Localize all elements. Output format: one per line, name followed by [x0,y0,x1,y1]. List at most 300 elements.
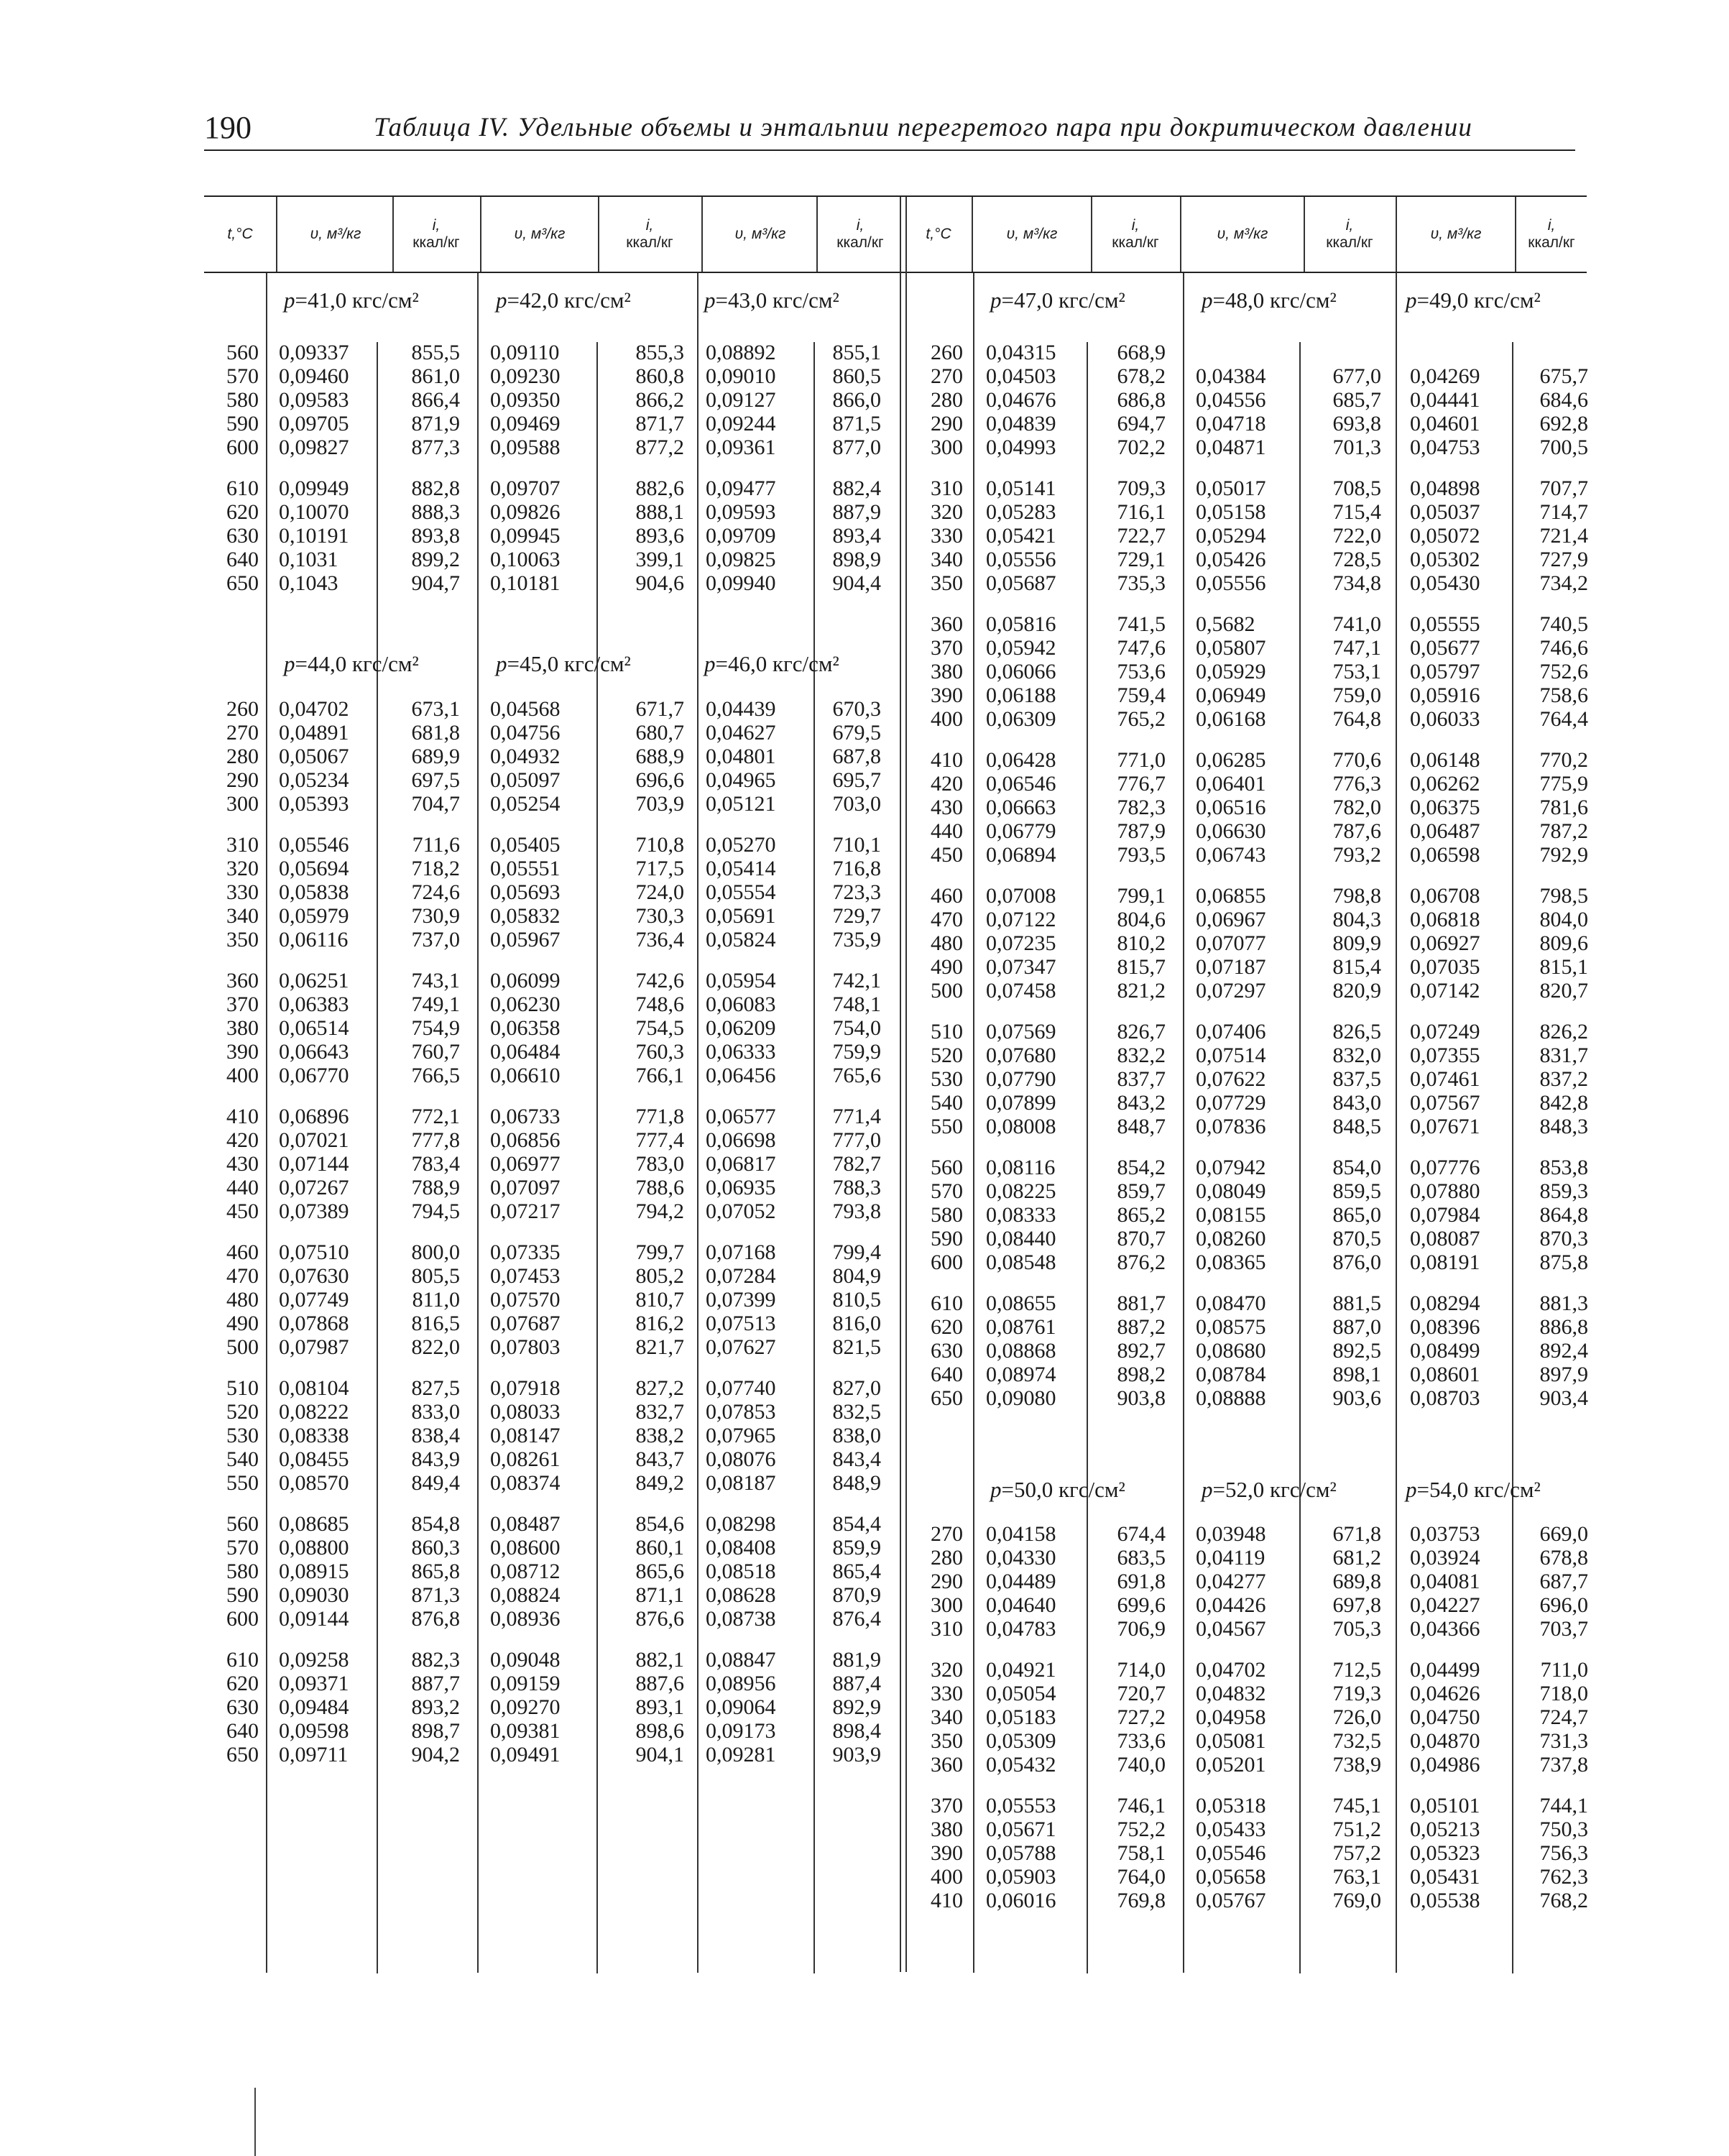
volume-cell: 0,05687 [986,571,1056,595]
temperature-cell: 430 [226,1152,259,1176]
volume-cell: 0,05538 [1410,1889,1480,1912]
temperature-cell: 430 [931,796,963,819]
volume-cell: 0,05270 [706,833,776,857]
header-i-4: i, ккал/кг [1112,217,1159,251]
volume-cell: 0,07168 [706,1240,776,1264]
enthalpy-cell: 855,1 [832,341,881,364]
volume-cell: 0,07008 [986,884,1056,908]
enthalpy-cell: 746,1 [1117,1794,1166,1818]
enthalpy-cell: 881,5 [1332,1291,1381,1315]
table-row [0,1841,1729,1865]
temperature-cell: 650 [226,1743,259,1766]
volume-cell: 0,04702 [279,697,349,721]
volume-cell: 0,06083 [706,992,776,1016]
volume-cell: 0,08601 [1410,1363,1480,1386]
temperature-cell: 420 [931,772,963,796]
temperature-cell: 270 [226,721,259,745]
enthalpy-cell: 772,1 [411,1105,460,1128]
table-row [0,1424,1729,1447]
volume-cell: 0,04891 [279,721,349,745]
enthalpy-cell: 809,9 [1332,931,1381,955]
enthalpy-cell: 679,5 [832,721,881,745]
enthalpy-cell: 792,9 [1539,843,1588,867]
volume-cell: 0,07389 [279,1199,349,1223]
volume-cell: 0,04870 [1410,1729,1480,1753]
volume-cell: 0,05431 [1410,1865,1480,1889]
enthalpy-cell: 877,2 [635,436,684,459]
enthalpy-cell: 787,2 [1539,819,1588,843]
enthalpy-cell: 833,0 [411,1400,460,1424]
temperature-cell: 400 [931,1865,963,1889]
volume-cell: 0,06779 [986,819,1056,843]
table-row [0,476,1729,500]
volume-cell: 0,08333 [986,1203,1056,1227]
temperature-cell: 610 [931,1291,963,1315]
volume-cell: 0,07347 [986,955,1056,979]
enthalpy-cell: 748,1 [832,992,881,1016]
enthalpy-cell: 724,0 [635,880,684,904]
table-row [0,1522,1729,1546]
enthalpy-cell: 777,8 [411,1128,460,1152]
volume-cell: 0,09144 [279,1607,349,1631]
table-row [0,1115,1729,1138]
volume-cell: 0,08049 [1196,1179,1266,1203]
enthalpy-cell: 832,2 [1117,1044,1166,1067]
enthalpy-cell: 765,2 [1117,707,1166,731]
enthalpy-cell: 707,7 [1539,476,1588,500]
volume-cell: 0,09030 [279,1583,349,1607]
volume-cell: 0,05671 [986,1818,1056,1841]
enthalpy-cell: 866,0 [832,388,881,412]
volume-cell: 0,09711 [279,1743,349,1766]
volume-cell: 0,08008 [986,1115,1056,1138]
enthalpy-cell: 794,2 [635,1199,684,1223]
temperature-cell: 410 [226,1105,259,1128]
table-row [0,1020,1729,1044]
volume-cell: 0,04898 [1410,476,1480,500]
temperature-cell: 390 [931,1841,963,1865]
enthalpy-cell: 864,8 [1539,1203,1588,1227]
enthalpy-cell: 892,7 [1117,1339,1166,1363]
volume-cell: 0,04832 [1196,1682,1266,1705]
table-row [0,1818,1729,1841]
enthalpy-cell: 843,4 [832,1447,881,1471]
volume-cell: 0,08298 [706,1512,776,1536]
volume-cell: 0,05054 [986,1682,1056,1705]
enthalpy-cell: 843,0 [1332,1091,1381,1115]
temperature-cell: 560 [226,1512,259,1536]
temperature-cell: 640 [931,1363,963,1386]
temperature-cell: 570 [226,364,259,388]
enthalpy-cell: 892,4 [1539,1339,1588,1363]
enthalpy-cell: 793,2 [1332,843,1381,867]
table-row [0,341,1729,364]
enthalpy-cell: 721,4 [1539,524,1588,548]
volume-cell: 0,05693 [490,880,561,904]
table-row [0,1227,1729,1250]
enthalpy-cell: 860,5 [832,364,881,388]
enthalpy-cell: 724,6 [411,880,460,904]
table-row [0,1179,1729,1203]
volume-cell: 0,08222 [279,1400,349,1424]
volume-cell: 0,07142 [1410,979,1480,1003]
volume-cell: 0,06855 [1196,884,1266,908]
enthalpy-cell: 742,6 [635,969,684,992]
temperature-cell: 360 [931,1753,963,1777]
volume-cell: 0,06817 [706,1152,776,1176]
enthalpy-cell: 787,9 [1117,819,1166,843]
volume-cell: 0,09080 [986,1386,1056,1410]
enthalpy-cell: 899,2 [411,548,460,571]
header-i-5: i, ккал/кг [1326,217,1373,251]
volume-cell: 0,08703 [1410,1386,1480,1410]
enthalpy-cell: 768,2 [1539,1889,1588,1912]
volume-cell: 0,06285 [1196,748,1266,772]
volume-cell: 0,08888 [1196,1386,1266,1410]
volume-cell: 0,06927 [1410,931,1480,955]
table-row [0,1447,1729,1471]
volume-cell: 0,07035 [1410,955,1480,979]
enthalpy-cell: 747,1 [1332,636,1381,660]
enthalpy-cell: 871,1 [635,1583,684,1607]
enthalpy-cell: 703,7 [1539,1617,1588,1641]
volume-cell: 0,07803 [490,1335,561,1359]
temperature-cell: 380 [931,660,963,683]
enthalpy-cell: 811,0 [412,1288,460,1312]
table-row [0,843,1729,867]
volume-cell: 0,07217 [490,1199,561,1223]
temperature-cell: 580 [226,1560,259,1583]
enthalpy-cell: 748,6 [635,992,684,1016]
enthalpy-cell: 904,6 [635,571,684,595]
volume-cell: 0,09361 [706,436,776,459]
enthalpy-cell: 759,9 [832,1040,881,1064]
temperature-cell: 620 [931,1315,963,1339]
volume-cell: 0,05546 [1196,1841,1266,1865]
temperature-cell: 260 [226,697,259,721]
table-row [0,612,1729,636]
temperature-cell: 570 [226,1536,259,1560]
volume-cell: 0,07249 [1410,1020,1480,1044]
enthalpy-cell: 677,0 [1332,364,1381,388]
table-row [0,1889,1729,1912]
enthalpy-cell: 708,5 [1332,476,1381,500]
enthalpy-cell: 887,9 [832,500,881,524]
pressure-label: p=43,0 кгс/см² [704,287,839,313]
volume-cell: 0,08680 [1196,1339,1266,1363]
enthalpy-cell: 671,7 [635,697,684,721]
volume-cell: 0,06066 [986,660,1056,683]
volume-cell: 0,07868 [279,1312,349,1335]
volume-cell: 0,07453 [490,1264,561,1288]
enthalpy-cell: 886,8 [1539,1315,1588,1339]
volume-cell: 0,09598 [279,1719,349,1743]
temperature-cell: 470 [931,908,963,931]
enthalpy-cell: 827,2 [635,1376,684,1400]
temperature-cell: 340 [931,548,963,571]
enthalpy-cell: 888,3 [411,500,460,524]
volume-cell: 0,07880 [1410,1179,1480,1203]
enthalpy-cell: 826,5 [1332,1020,1381,1044]
enthalpy-cell: 692,8 [1539,412,1588,436]
table-row [0,1091,1729,1115]
enthalpy-cell: 870,9 [832,1583,881,1607]
volume-cell: 0,03948 [1196,1522,1266,1546]
volume-cell: 0,06487 [1410,819,1480,843]
volume-cell: 0,08570 [279,1471,349,1495]
enthalpy-cell: 689,9 [411,745,460,768]
header-v-2: υ, м³/кг [514,226,566,242]
volume-cell: 0,07630 [279,1264,349,1288]
volume-cell: 0,09491 [490,1743,561,1766]
enthalpy-cell: 798,5 [1539,884,1588,908]
table-row [0,1363,1729,1386]
enthalpy-cell: 718,2 [411,857,460,880]
volume-cell: 0,09709 [706,524,776,548]
volume-cell: 0,07790 [986,1067,1056,1091]
enthalpy-cell: 882,1 [635,1648,684,1672]
enthalpy-cell: 712,5 [1332,1658,1381,1682]
volume-cell: 0,09484 [279,1695,349,1719]
enthalpy-cell: 675,7 [1539,364,1588,388]
enthalpy-cell: 822,0 [411,1335,460,1359]
enthalpy-cell: 766,1 [635,1064,684,1087]
enthalpy-cell: 876,2 [1117,1250,1166,1274]
enthalpy-cell: 709,3 [1117,476,1166,500]
volume-cell: 0,07749 [279,1288,349,1312]
enthalpy-cell: 859,5 [1332,1179,1381,1203]
enthalpy-cell: 831,7 [1539,1044,1588,1067]
enthalpy-cell: 793,5 [1117,843,1166,867]
volume-cell: 0,08116 [986,1156,1056,1179]
table-row [0,412,1729,436]
volume-cell: 0,05072 [1410,524,1480,548]
enthalpy-cell: 764,8 [1332,707,1381,731]
volume-cell: 0,04640 [986,1593,1056,1617]
volume-cell: 0,07627 [706,1335,776,1359]
table-row [0,1156,1729,1179]
volume-cell: 0,05302 [1410,548,1480,571]
volume-cell: 0,09940 [706,571,776,595]
volume-cell: 0,06935 [706,1176,776,1199]
temperature-cell: 580 [931,1203,963,1227]
enthalpy-cell: 700,5 [1539,436,1588,459]
volume-cell: 0,10063 [490,548,561,571]
volume-cell: 0,05691 [706,904,776,928]
volume-cell: 0,08087 [1410,1227,1480,1250]
enthalpy-cell: 898,7 [411,1719,460,1743]
temperature-cell: 590 [226,1583,259,1607]
volume-cell: 0,07144 [279,1152,349,1176]
volume-cell: 0,05414 [706,857,776,880]
volume-cell: 0,08440 [986,1227,1056,1250]
volume-cell: 0,05954 [706,969,776,992]
temperature-cell: 310 [931,476,963,500]
temperature-cell: 410 [931,748,963,772]
enthalpy-cell: 673,1 [411,697,460,721]
enthalpy-cell: 810,2 [1117,931,1166,955]
enthalpy-cell: 703,0 [832,792,881,816]
enthalpy-cell: 876,4 [832,1607,881,1631]
temperature-cell: 320 [931,1658,963,1682]
enthalpy-cell: 849,4 [411,1471,460,1495]
volume-cell: 0,05903 [986,1865,1056,1889]
volume-cell: 0,04567 [1196,1617,1266,1641]
temperature-cell: 530 [226,1424,259,1447]
temperature-cell: 280 [931,388,963,412]
enthalpy-cell: 799,4 [832,1240,881,1264]
table-row [0,1067,1729,1091]
volume-cell: 0,05694 [279,857,349,880]
enthalpy-cell: 775,9 [1539,772,1588,796]
enthalpy-cell: 694,7 [1117,412,1166,436]
volume-cell: 0,08956 [706,1672,776,1695]
enthalpy-cell: 740,0 [1117,1753,1166,1777]
table-row [0,548,1729,571]
temperature-cell: 620 [226,500,259,524]
volume-cell: 0,04676 [986,388,1056,412]
volume-cell: 0,08396 [1410,1315,1480,1339]
volume-cell: 0,06546 [986,772,1056,796]
enthalpy-cell: 859,9 [832,1536,881,1560]
temperature-cell: 590 [226,412,259,436]
volume-cell: 0,06856 [490,1128,561,1152]
enthalpy-cell: 753,6 [1117,660,1166,683]
enthalpy-cell: 697,5 [411,768,460,792]
pressure-label: p=49,0 кгс/см² [1406,287,1541,313]
enthalpy-cell: 754,5 [635,1016,684,1040]
volume-cell: 0,05432 [986,1753,1056,1777]
volume-cell: 0,08974 [986,1363,1056,1386]
temperature-cell: 610 [226,1648,259,1672]
table-row [0,796,1729,819]
volume-cell: 0,05838 [279,880,349,904]
volume-cell: 0,06977 [490,1152,561,1176]
enthalpy-cell: 678,8 [1539,1546,1588,1570]
volume-cell: 0,05097 [490,768,561,792]
enthalpy-cell: 898,1 [1332,1363,1381,1386]
volume-cell: 0,04439 [706,697,776,721]
enthalpy-cell: 838,0 [832,1424,881,1447]
volume-cell: 0,06896 [279,1105,349,1128]
enthalpy-cell: 870,7 [1117,1227,1166,1250]
pressure-label: p=50,0 кгс/см² [990,1477,1125,1502]
enthalpy-cell: 854,8 [411,1512,460,1536]
enthalpy-cell: 892,5 [1332,1339,1381,1363]
enthalpy-cell: 809,6 [1539,931,1588,955]
volume-cell: 0,05555 [1410,612,1480,636]
enthalpy-cell: 731,3 [1539,1729,1588,1753]
volume-cell: 0,05556 [986,548,1056,571]
temperature-cell: 540 [931,1091,963,1115]
volume-cell: 0,09258 [279,1648,349,1672]
enthalpy-cell: 876,6 [635,1607,684,1631]
table-row [0,388,1729,412]
volume-cell: 0,07687 [490,1312,561,1335]
enthalpy-cell: 399,1 [635,548,684,571]
enthalpy-cell: 680,7 [635,721,684,745]
enthalpy-cell: 816,2 [635,1312,684,1335]
enthalpy-cell: 706,9 [1117,1617,1166,1641]
enthalpy-cell: 752,2 [1117,1818,1166,1841]
enthalpy-cell: 735,9 [832,928,881,952]
volume-cell: 0,08365 [1196,1250,1266,1274]
temperature-cell: 290 [931,412,963,436]
volume-cell: 0,03924 [1410,1546,1480,1570]
volume-cell: 0,07187 [1196,955,1266,979]
enthalpy-cell: 877,3 [411,436,460,459]
volume-cell: 0,07569 [986,1020,1056,1044]
enthalpy-cell: 842,8 [1539,1091,1588,1115]
enthalpy-cell: 898,4 [832,1719,881,1743]
volume-cell: 0,06630 [1196,819,1266,843]
enthalpy-cell: 714,0 [1117,1658,1166,1682]
temperature-cell: 330 [931,524,963,548]
enthalpy-cell: 750,3 [1539,1818,1588,1841]
volume-cell: 0,08155 [1196,1203,1266,1227]
temperature-cell: 650 [931,1386,963,1410]
volume-cell: 0,06333 [706,1040,776,1064]
volume-cell: 0,04503 [986,364,1056,388]
volume-cell: 0,04277 [1196,1570,1266,1593]
header-v-3: υ, м³/кг [734,226,786,242]
volume-cell: 0,05967 [490,928,561,952]
enthalpy-cell: 754,0 [832,1016,881,1040]
header-v-1: υ, м³/кг [310,226,361,242]
volume-cell: 0,07461 [1410,1067,1480,1091]
volume-cell: 0,09583 [279,388,349,412]
enthalpy-cell: 804,3 [1332,908,1381,931]
enthalpy-cell: 736,4 [635,928,684,952]
volume-cell: 0,06116 [279,928,349,952]
enthalpy-cell: 726,0 [1332,1705,1381,1729]
pressure-label: p=45,0 кгс/см² [496,651,631,676]
volume-cell: 0,06733 [490,1105,561,1128]
enthalpy-cell: 827,5 [411,1376,460,1400]
enthalpy-cell: 685,7 [1332,388,1381,412]
volume-cell: 0,05393 [279,792,349,816]
temperature-cell: 360 [931,612,963,636]
enthalpy-cell: 887,0 [1332,1315,1381,1339]
volume-cell: 0,05037 [1410,500,1480,524]
enthalpy-cell: 696,0 [1539,1593,1588,1617]
enthalpy-cell: 875,8 [1539,1250,1588,1274]
enthalpy-cell: 860,8 [635,364,684,388]
temperature-cell: 560 [226,341,259,364]
enthalpy-cell: 898,9 [832,548,881,571]
table-row [0,524,1729,548]
volume-cell: 0,04366 [1410,1617,1480,1641]
volume-cell: 0,08294 [1410,1291,1480,1315]
enthalpy-cell: 669,0 [1539,1522,1588,1546]
volume-cell: 0,07267 [279,1176,349,1199]
volume-cell: 0,09381 [490,1719,561,1743]
temperature-cell: 300 [226,792,259,816]
volume-cell: 0,06514 [279,1016,349,1040]
volume-cell: 0,07740 [706,1376,776,1400]
temperature-cell: 590 [931,1227,963,1250]
enthalpy-cell: 719,3 [1332,1682,1381,1705]
page-title: Таблица IV. Удельные объемы и энтальпии перегретого пара при докритическом давлении [374,113,1473,142]
temperature-cell: 330 [931,1682,963,1705]
enthalpy-cell: 697,8 [1332,1593,1381,1617]
volume-cell: 0,09064 [706,1695,776,1719]
volume-cell: 0,05234 [279,768,349,792]
pressure-label: p=52,0 кгс/см² [1202,1477,1337,1502]
enthalpy-cell: 859,3 [1539,1179,1588,1203]
volume-cell: 0,09110 [490,341,560,364]
enthalpy-cell: 821,5 [832,1335,881,1359]
